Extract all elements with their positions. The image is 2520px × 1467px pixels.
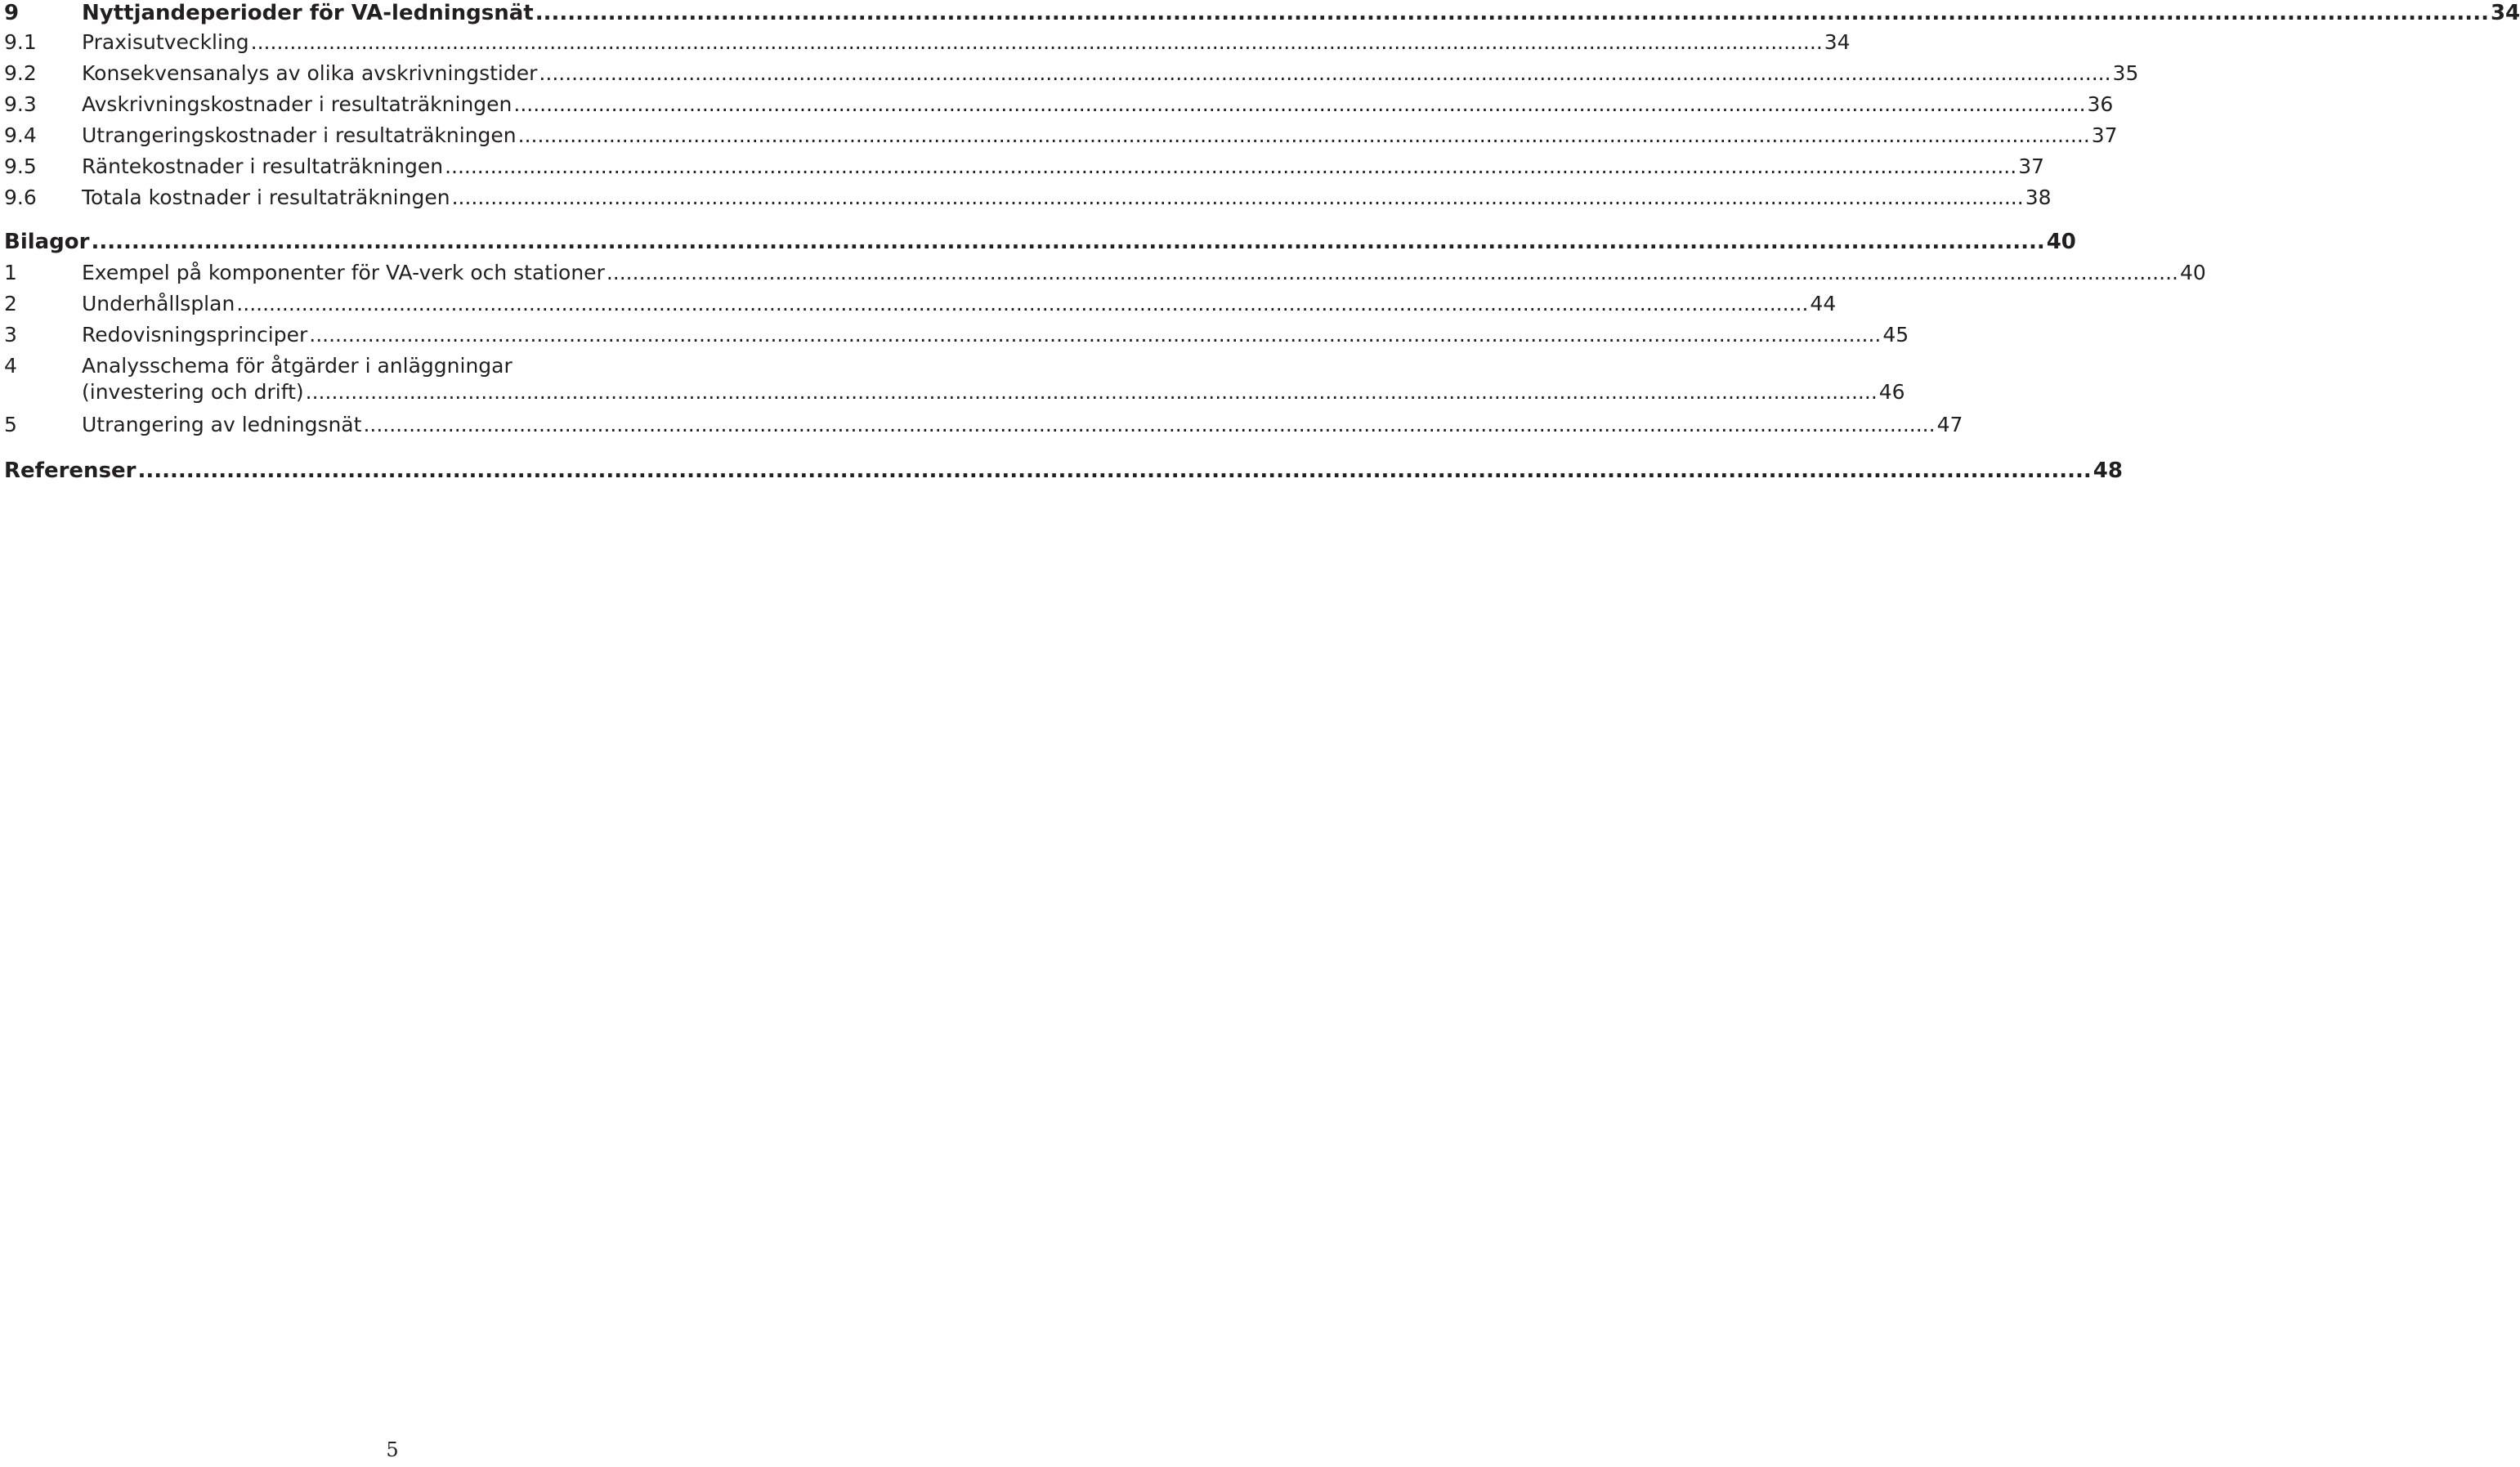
toc-title: Underhållsplan <box>82 292 235 315</box>
toc-title: Redovisningsprinciper <box>82 323 308 347</box>
dot-leader <box>138 458 2092 484</box>
page-number: 5 <box>386 1438 399 1461</box>
toc-number: 9 <box>4 1 20 25</box>
toc-entry[interactable] <box>4 412 1963 438</box>
toc-title-block <box>82 353 1905 405</box>
toc-page: 35 <box>2112 61 2139 85</box>
toc-number: 9.1 <box>4 30 37 54</box>
toc-page: 40 <box>2179 261 2206 284</box>
dot-leader <box>251 29 1823 56</box>
toc-title-line2: (investering och drift) <box>82 380 304 404</box>
dot-leader <box>91 229 2044 255</box>
dot-leader <box>306 379 1878 405</box>
dot-leader <box>607 260 2178 286</box>
toc-title: Avskrivningskostnader i resultaträkningen <box>82 92 513 116</box>
toc-entry[interactable] <box>4 260 2206 286</box>
toc-entry[interactable] <box>4 458 2123 484</box>
toc-page: 37 <box>2018 154 2045 178</box>
toc-title: Referenser <box>4 458 137 483</box>
toc-page: 45 <box>1882 323 1909 347</box>
toc-entry[interactable] <box>4 60 2139 87</box>
toc-title: Analysschema för åtgärder i anläggningar <box>82 354 513 378</box>
dot-leader <box>539 60 2110 87</box>
toc-entry[interactable] <box>4 291 1837 317</box>
toc-title: Nyttjandeperioder för VA-ledningsnät <box>82 1 534 25</box>
dot-leader <box>445 154 2016 180</box>
toc-page: 47 <box>1936 413 1963 436</box>
toc-entry[interactable] <box>4 29 1851 56</box>
toc-number: 9.4 <box>4 123 37 147</box>
toc-entry[interactable] <box>4 154 2045 180</box>
toc-title: Utrangeringskostnader i resultaträkningen <box>82 123 517 147</box>
toc-page: 36 <box>2087 92 2114 116</box>
dot-leader <box>513 92 2085 118</box>
toc-title: Totala kostnader i resultaträkningen <box>82 186 450 209</box>
toc-page: 48 <box>2093 458 2123 483</box>
toc-number: 1 <box>4 261 17 284</box>
toc-title: Konsekvensanalys av olika avskrivningstider <box>82 61 538 85</box>
toc-page: 34 <box>1824 30 1851 54</box>
toc-page: 38 <box>2025 186 2052 209</box>
toc-entry[interactable] <box>4 322 1909 348</box>
dot-leader <box>535 0 2489 26</box>
toc-number: 3 <box>4 323 17 347</box>
dot-leader <box>363 412 1935 438</box>
toc-entry[interactable] <box>4 92 2114 118</box>
dot-leader <box>518 123 2090 149</box>
toc-entry[interactable] <box>4 229 2076 255</box>
toc-title: Praxisutveckling <box>82 30 249 54</box>
toc-number: 9.6 <box>4 186 37 209</box>
dot-leader <box>452 185 2024 211</box>
toc-page: 34 <box>2490 1 2520 25</box>
toc-title: Räntekostnader i resultaträkningen <box>82 154 444 178</box>
toc-number: 2 <box>4 292 17 315</box>
toc-entry[interactable] <box>4 185 2052 211</box>
toc-number: 9.5 <box>4 154 37 178</box>
toc-page: 46 <box>1878 380 1905 404</box>
toc-number: 9.2 <box>4 61 37 85</box>
toc-title: Utrangering av ledningsnät <box>82 413 362 436</box>
toc-number: 4 <box>4 354 17 378</box>
toc-entry[interactable] <box>4 0 2520 26</box>
toc-entry[interactable] <box>4 353 1905 405</box>
toc-title-line2-row <box>82 379 1905 405</box>
toc-entry[interactable] <box>4 123 2118 149</box>
toc-title: Exempel på komponenter för VA-verk och stationer <box>82 261 605 284</box>
toc-page: 40 <box>2046 230 2076 254</box>
toc-number: 9.3 <box>4 92 37 116</box>
toc-page: 37 <box>2091 123 2118 147</box>
toc-page: 44 <box>1810 292 1837 315</box>
toc-title: Bilagor <box>4 230 90 254</box>
dot-leader <box>309 322 1881 348</box>
toc-number: 5 <box>4 413 17 436</box>
dot-leader <box>236 291 1808 317</box>
